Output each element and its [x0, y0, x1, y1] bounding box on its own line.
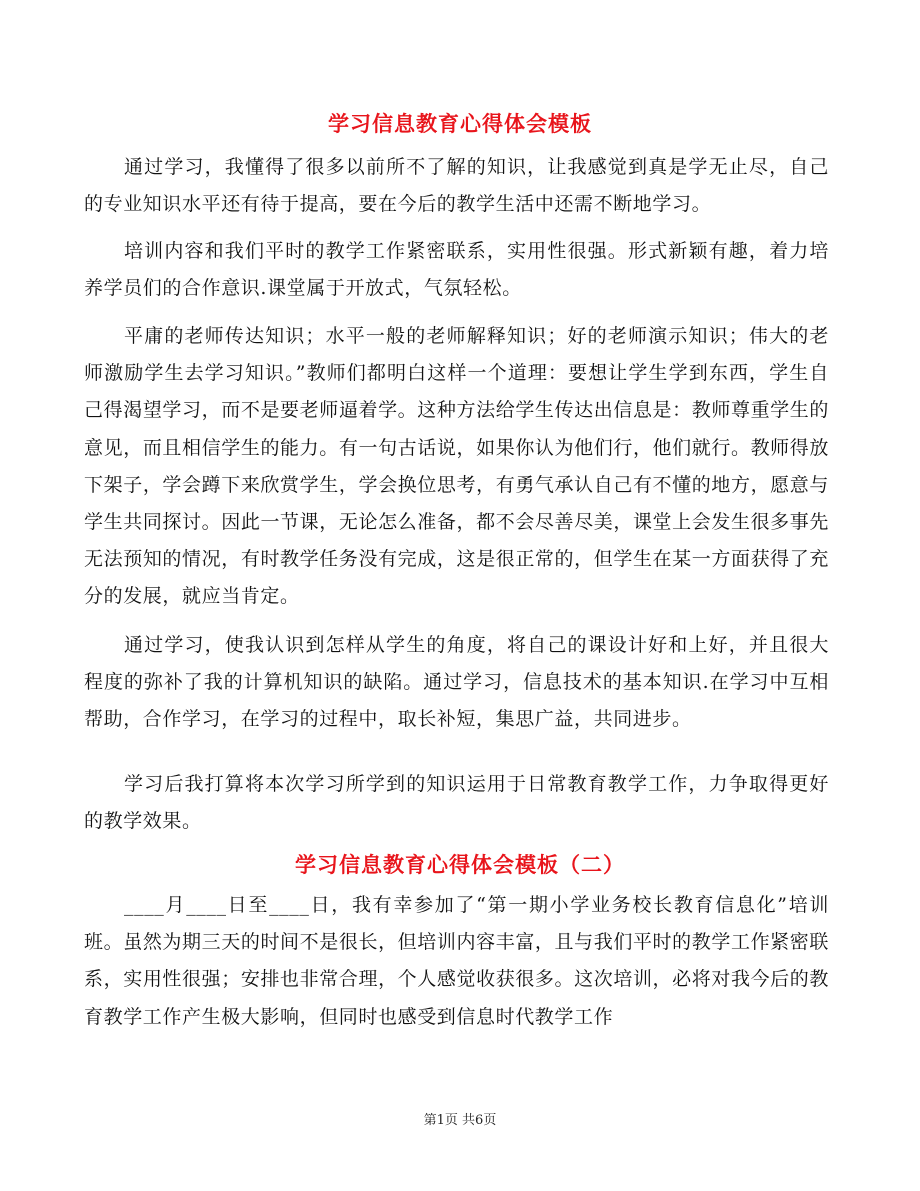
document-title: 学习信息教育心得体会模板: [328, 111, 592, 136]
paragraph: ____月____日至____日，我有幸参加了“第一期小学业务校长教育信息化”培训班。虽然为期三天的时间不是很长，但培训内容丰富，且与我们平时的教学工作紧密联系，实用性很强；安排也非常合理，个人感觉收获很多。这次培训，必将对我今后的教育教学工作产生极大影响，但同时也感受到信息时代教学工作: [84, 894, 829, 1028]
page-number: 第1页 共6页: [423, 1113, 497, 1128]
paragraph: 通过学习，使我认识到怎样从学生的角度，将自己的课设计好和上好，并且很大程度的弥补了我的计算机知识的缺陷。通过学习，信息技术的基本知识.在学习中互相帮助，合作学习，在学习的过程中，取长补短，集思广益，共同进步。: [84, 634, 829, 731]
paragraph: 培训内容和我们平时的教学工作紧密联系，实用性很强。形式新颖有趣，着力培养学员们的合作意识.课堂属于开放式，气氛轻松。: [84, 240, 829, 300]
paragraph: 学习后我打算将本次学习所学到的知识运用于日常教育教学工作，力争取得更好的教学效果。: [84, 773, 829, 833]
paragraph: 通过学习，我懂得了很多以前所不了解的知识，让我感觉到真是学无止尽，自己的专业知识水平还有待于提高，要在今后的教学生活中还需不断地学习。: [84, 156, 829, 216]
paragraph: 平庸的老师传达知识；水平一般的老师解释知识；好的老师演示知识；伟大的老师激励学生去学习知识。”教师们都明白这样一个道理：要想让学生学到东西，学生自己得渴望学习，而不是要老师逼着学。这种方法给学生传达出信息是：教师尊重学生的意见，而且相信学生的能力。有一句古话说，如果你认为他们行，他们就行。教师得放下架子，学会蹲下来欣赏学生，学会换位思考，有勇气承认自己有不懂的地方，愿意与学生共同探讨。因此一节课，无论怎么准备，都不会尽善尽美，课堂上会发生很多事先无法预知的情况，有时教学任务没有完成，这是很正常的，但学生在某一方面获得了充分的发展，就应当肯定。: [84, 325, 829, 608]
section-title: 学习信息教育心得体会模板（二）: [295, 852, 625, 877]
